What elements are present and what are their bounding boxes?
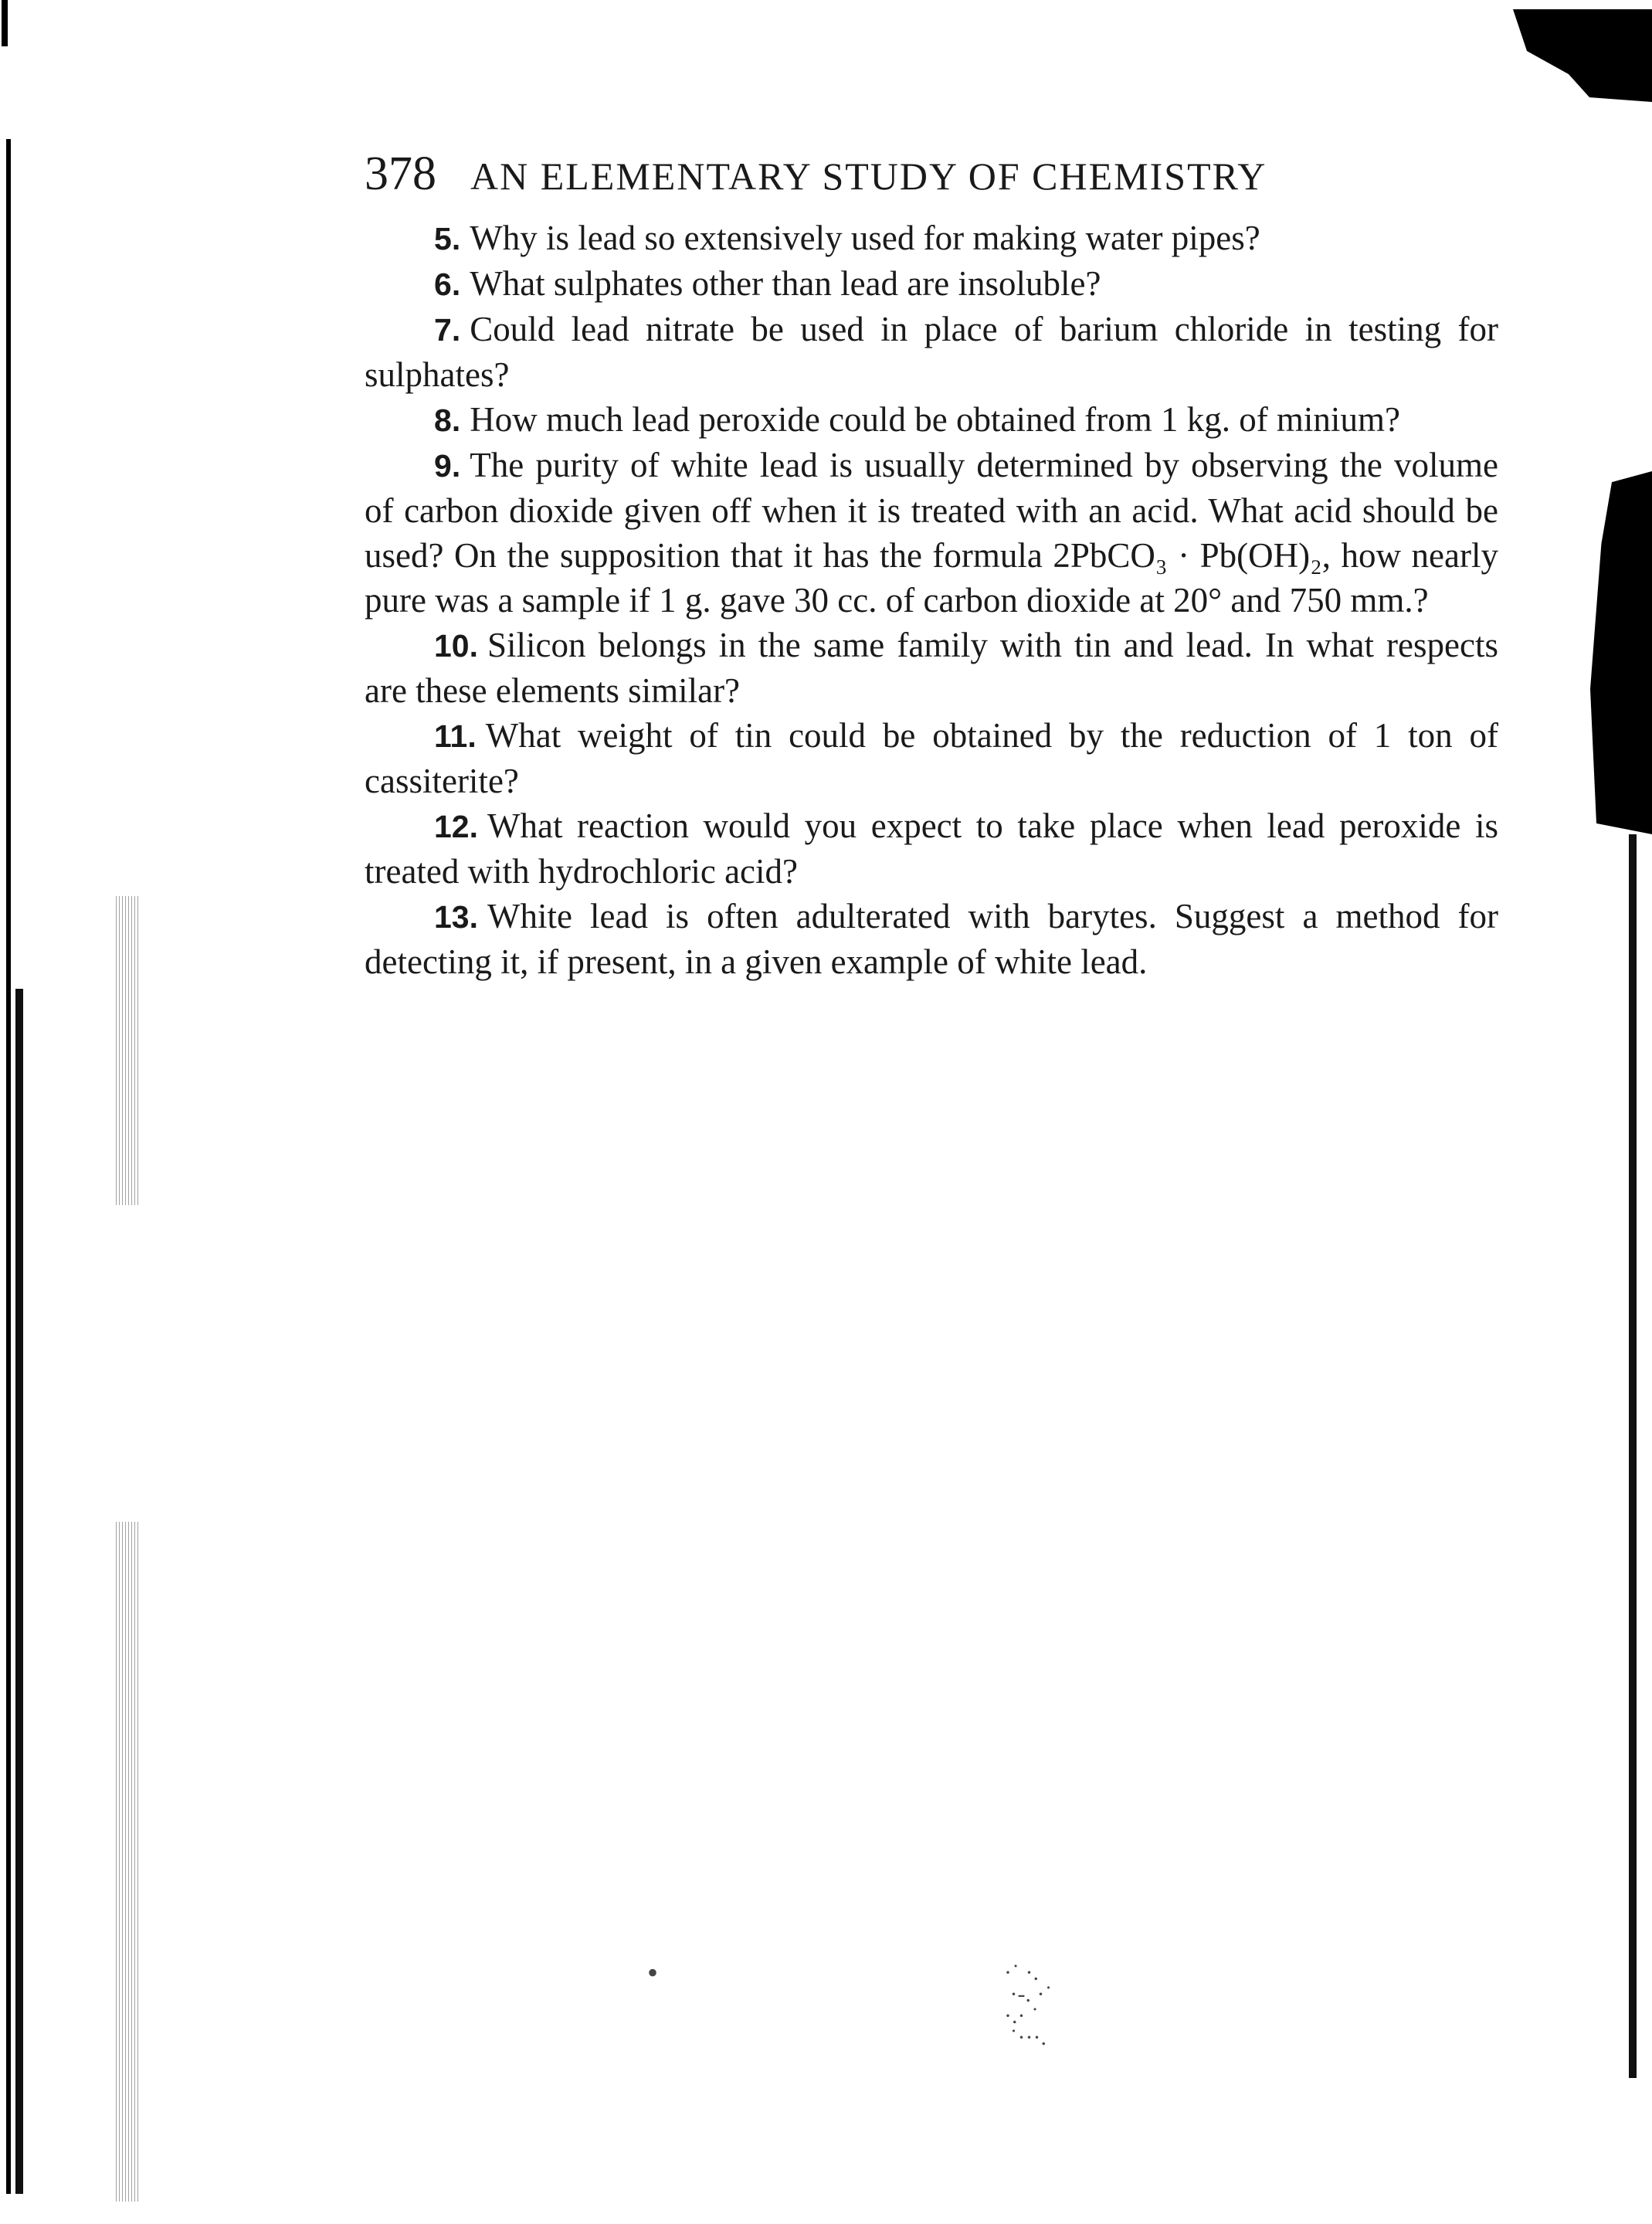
question-11 bbox=[365, 713, 1498, 803]
scan-bar-right bbox=[1590, 471, 1652, 834]
question-13 bbox=[365, 894, 1498, 984]
page-number: 378 bbox=[365, 148, 436, 200]
question-number: 9 . bbox=[434, 448, 460, 484]
question-number: 12 . bbox=[434, 809, 478, 844]
question-10 bbox=[365, 623, 1498, 713]
scan-bar-right-thin bbox=[1629, 834, 1637, 2078]
question-number: 8 . bbox=[434, 402, 460, 438]
question-text: Could lead nitrate be used in place of barium chloride in testing for sulphates? bbox=[365, 310, 1498, 394]
running-title: AN ELEMENTARY STUDY OF CHEMISTRY bbox=[470, 154, 1267, 198]
question-text-before: The purity of white lead is usually determined by observing the volume of carbon dioxide given off when it is treated with an acid. What acid should be used? On the supposition that it has the formula bbox=[365, 446, 1498, 575]
page-content bbox=[365, 147, 1498, 984]
question-number: 7 . bbox=[434, 312, 460, 348]
scan-speckle-cluster: ·˙ ·. ·-. ·˙ ·.· ˙ ˙···. bbox=[1004, 1960, 1053, 2050]
scan-speck: • bbox=[647, 1955, 659, 1990]
question-text: What weight of tin could be obtained by the reduction of 1 ton of cassiterite? bbox=[365, 716, 1498, 800]
question-8 bbox=[365, 397, 1498, 443]
question-text-after: , how nearly pure was a sample if 1 g. gave 30 cc. of carbon dioxide at 20° and 750 mm.? bbox=[365, 536, 1498, 620]
chemical-formula: 2PbCO₃ · Pb(OH)₂ bbox=[1053, 536, 1322, 575]
binding-noise-upper bbox=[116, 896, 139, 1205]
scan-edge-left bbox=[0, 0, 23, 2224]
question-number: 10 . bbox=[434, 628, 478, 664]
question-number: 5 . bbox=[434, 221, 460, 256]
scan-blot-top-right bbox=[1513, 9, 1652, 102]
question-text: What sulphates other than lead are insoluble? bbox=[470, 264, 1101, 303]
question-text: Silicon belongs in the same family with tin and lead. In what respects are these elements similar? bbox=[365, 626, 1498, 710]
running-head bbox=[365, 147, 1498, 202]
question-5 bbox=[365, 216, 1498, 261]
question-number: 13 . bbox=[434, 899, 478, 935]
question-text: White lead is often adulterated with barytes. Suggest a method for detecting it, if present, in a given example of white lead. bbox=[365, 897, 1498, 981]
question-6 bbox=[365, 261, 1498, 307]
question-9 bbox=[365, 443, 1498, 623]
question-text: What reaction would you expect to take place when lead peroxide is treated with hydrochloric acid? bbox=[365, 806, 1498, 891]
question-number: 6 . bbox=[434, 267, 460, 302]
question-text: Why is lead so extensively used for making water pipes? bbox=[470, 219, 1260, 257]
binding-noise-lower bbox=[116, 1522, 139, 2202]
question-7 bbox=[365, 307, 1498, 397]
question-text: How much lead peroxide could be obtained from 1 kg. of minium? bbox=[470, 400, 1400, 439]
question-number: 11 . bbox=[434, 718, 477, 754]
question-12 bbox=[365, 803, 1498, 894]
